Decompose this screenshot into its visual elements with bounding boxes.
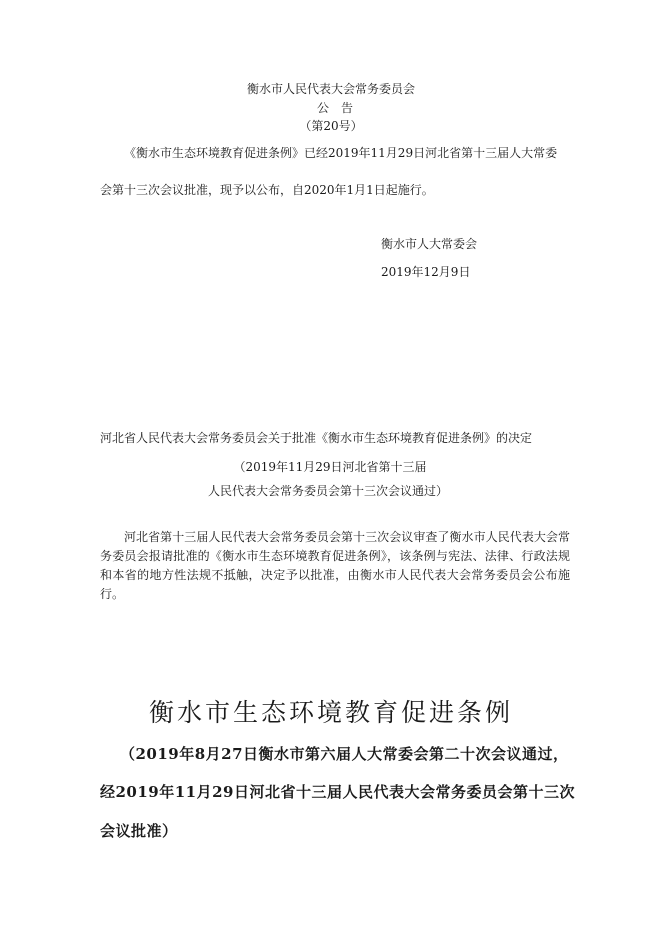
regulation-note-line3: 会议批准） <box>100 822 178 840</box>
notice-number: （第20号） <box>299 119 363 133</box>
notice-text-line2: 会第十三次会议批准，现予以公布，自2020年1月1日起施行。 <box>100 183 434 197</box>
regulation-title: 衡水市生态环境教育促进条例 <box>148 698 513 727</box>
decision-body: 河北省第十三届人民代表大会常务委员会第十三次会议审查了衡水市人民代表大会常务委员会报请批准的《衡水市生态环境教育促进条例》，该条例与宪法、法律、行政法规和本省的地方性法规不抵触，决定予以批准，由衡水市人民代表大会常务委员会公布施行。 <box>100 530 570 601</box>
decision-subtitle-2: 人民代表大会常务委员会第十三次会议通过） <box>207 484 448 498</box>
regulation-note-line1: （2019年8月27日衡水市第六届人大常委会第二十次会议通过， <box>120 745 569 763</box>
notice-type: 公 告 <box>316 101 353 115</box>
notice-date: 2019年12月9日 <box>381 265 471 279</box>
notice-signer: 衡水市人大常委会 <box>381 237 478 251</box>
decision-title: 河北省人民代表大会常务委员会关于批准《衡水市生态环境教育促进条例》的决定 <box>100 431 533 445</box>
decision-subtitle-1: （2019年11月29日河北省第十三届 <box>233 460 427 474</box>
regulation-note-line2: 经2019年11月29日河北省十三届人民代表大会常务委员会第十三次 <box>100 783 575 801</box>
notice-org: 衡水市人民代表大会常务委员会 <box>246 82 415 96</box>
notice-text-line1: 《衡水市生态环境教育促进条例》已经2019年11月29日河北省第十三届人大常委 <box>124 146 558 160</box>
